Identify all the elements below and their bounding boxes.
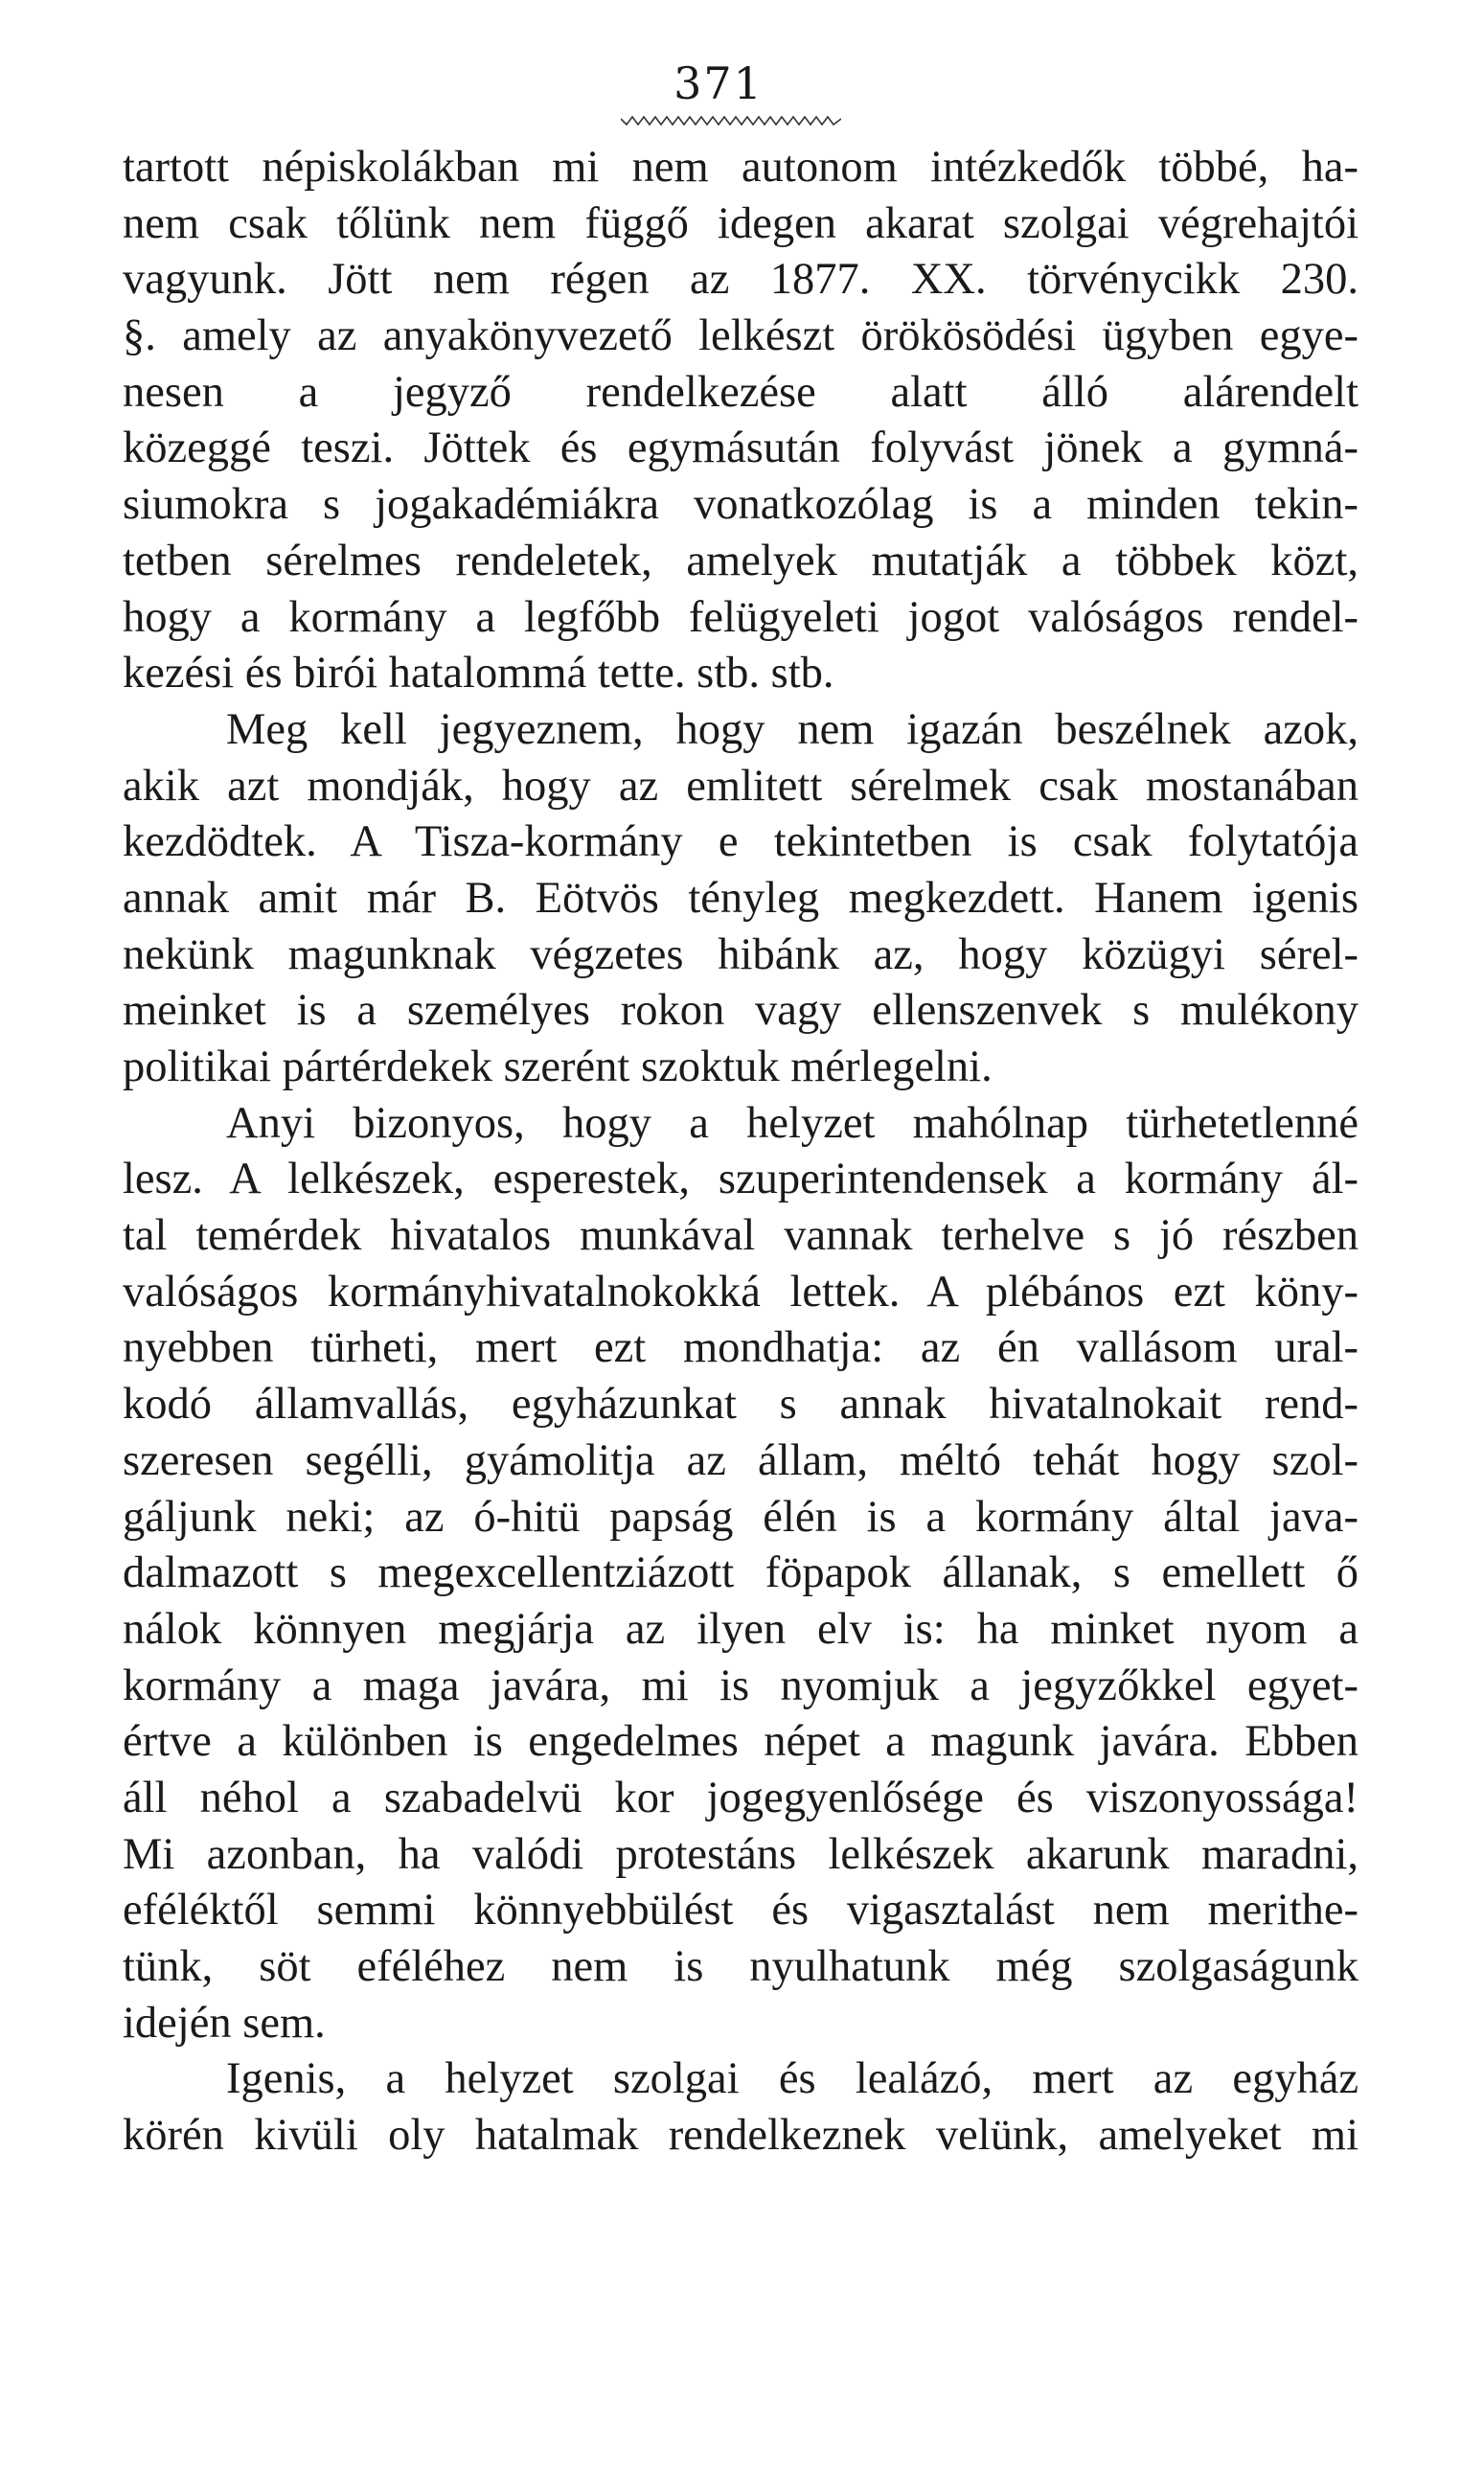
text-line: kormány a maga javára, mi is nyomjuk a jegyzőkkel egyet- (123, 1661, 1358, 1710)
text-line: körén kivüli oly hatalmak rendelkeznek velünk, amelyeket mi (123, 2111, 1358, 2161)
text-line: tetben sérelmes rendeletek, amelyek mutatják a többek közt, (123, 536, 1358, 585)
text-line: tartott népiskolákban mi nem autonom intézkedők többé, ha- (123, 143, 1358, 192)
text-line: lesz. A lelkészek, esperestek, szuperintendensek a kormány ál- (123, 1155, 1358, 1204)
text-line: Mi azonban, ha valódi protestáns lelkészek akarunk maradni, (123, 1829, 1358, 1879)
text-line: vagyunk. Jött nem régen az 1877. XX. törvénycikk 230. (123, 255, 1358, 305)
text-line: meinket is a személyes rokon vagy ellenszenvek s mulékony (123, 986, 1358, 1036)
text-line: §. amely az anyakönyvezető lelkészt örökösödési ügyben egye- (123, 311, 1358, 361)
text-line: valóságos kormányhivatalnokokká lettek. A plébános ezt köny- (123, 1267, 1358, 1317)
text-line: hogy a kormány a legfőbb felügyeleti jogot valóságos rendel- (123, 592, 1358, 642)
text-line: idején sem. (123, 1998, 326, 2048)
text-line: kezdödtek. A Tisza-kormány e tekintetben is csak folytatója (123, 817, 1358, 867)
text-line: kodó államvallás, egyházunkat s annak hivatalnokait rend- (123, 1380, 1358, 1430)
text-line: nem csak tőlünk nem függő idegen akarat szolgai végrehajtói (123, 198, 1358, 248)
text-line: eféléktől semmi könnyebbülést és vigasztalást nem merithe- (123, 1886, 1358, 1936)
text-line: közeggé teszi. Jöttek és egymásután folyvást jönek a gymná- (123, 424, 1358, 473)
text-line: értve a különben is engedelmes népet a magunk javára. Ebben (123, 1717, 1358, 1767)
body-text (123, 140, 1358, 2165)
text-line: Anyi bizonyos, hogy a helyzet mahólnap türhetetlenné (226, 1098, 1358, 1148)
text-line: nekünk magunknak végzetes hibánk az, hogy közügyi sérel- (123, 929, 1358, 979)
page-number-ornament (621, 113, 841, 128)
text-line: Meg kell jegyeznem, hogy nem igazán beszélnek azok, (226, 704, 1358, 754)
text-line: tal temérdek hivatalos munkával vannak terhelve s jó részben (123, 1211, 1358, 1261)
text-line: annak amit már B. Eötvös tényleg megkezdett. Hanem igenis (123, 873, 1358, 923)
text-line: Igenis, a helyzet szolgai és lealázó, mert az egyház (226, 2054, 1358, 2104)
text-line: nálok könnyen megjárja az ilyen elv is: ha minket nyom a (123, 1604, 1358, 1654)
text-line: tünk, söt eféléhez nem is nyulhatunk még szolgaságunk (123, 1942, 1358, 1991)
text-line: kezési és birói hatalommá tette. stb. stb. (123, 649, 834, 699)
text-line: dalmazott s megexcellentziázott föpapok állanak, s emellett ő (123, 1548, 1358, 1598)
text-line: gáljunk neki; az ó-hitü papság élén is a kormány által java- (123, 1492, 1358, 1542)
text-line: nyebben türheti, mert ezt mondhatja: az én vallásom ural- (123, 1323, 1358, 1373)
page-number: 371 (674, 57, 764, 109)
text-line: politikai pártérdekek szerént szoktuk mérlegelni. (123, 1042, 993, 1091)
text-line: áll néhol a szabadelvü kor jogegyenlősége és viszonyossága! (123, 1773, 1358, 1822)
text-line: akik azt mondják, hogy az emlitett sérelmek csak mostanában (123, 761, 1358, 811)
text-line: nesen a jegyző rendelkezése alatt álló alárendelt (123, 367, 1358, 417)
text-line: siumokra s jogakadémiákra vonatkozólag is a minden tekin- (123, 480, 1358, 530)
text-line: szeresen segélli, gyámolitja az állam, méltó tehát hogy szol- (123, 1435, 1358, 1485)
